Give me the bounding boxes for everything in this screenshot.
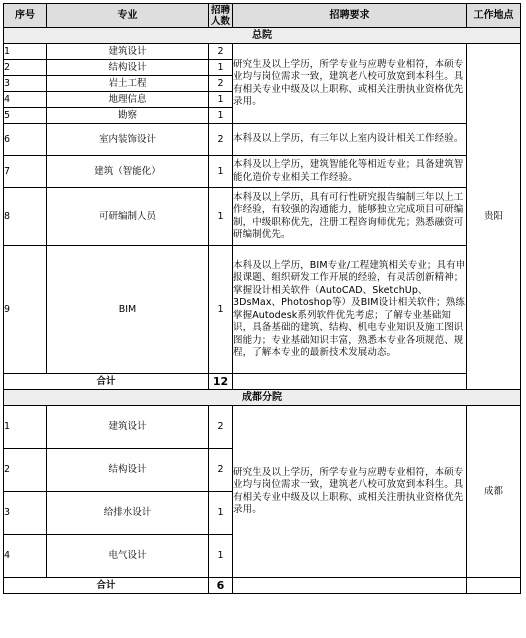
- requirements-cell: 本科及以上学历，具有可行性研究报告编制三年以上工作经验，有较强的沟通能力，能够独立完成项目可研编制，中级职称优先，注册工程咨询师优先；熟悉融资可研编制优先。: [233, 188, 467, 246]
- row-number: 1: [4, 406, 47, 449]
- header-requirements: 招聘要求: [233, 4, 467, 28]
- row-major: 地理信息: [47, 92, 209, 108]
- section-row: [4, 28, 521, 44]
- requirements-cell: 本科及以上学历，建筑智能化等相近专业；具备建筑智能化造价专业相关工作经验。: [233, 156, 467, 188]
- row-count: 2: [209, 76, 233, 92]
- total-label: 合计: [4, 374, 209, 390]
- row-count: 1: [209, 60, 233, 76]
- table-row: [4, 44, 521, 60]
- row-major: 建筑设计: [47, 44, 209, 60]
- section-title: 总院: [4, 28, 521, 44]
- row-major: 岩土工程: [47, 76, 209, 92]
- section-row: [4, 390, 521, 406]
- row-count: 1: [209, 92, 233, 108]
- location-cell: 贵阳: [467, 44, 521, 390]
- row-major: 建筑设计: [47, 406, 209, 449]
- row-major: 结构设计: [47, 60, 209, 76]
- header-count-line1: 招聘: [210, 4, 230, 16]
- row-count: 2: [209, 44, 233, 60]
- header-count: [209, 4, 233, 28]
- row-number: 3: [4, 492, 47, 535]
- recruitment-table-wrapper: [3, 3, 521, 594]
- recruitment-table: [3, 3, 521, 594]
- total-label: 合计: [4, 578, 209, 594]
- location-cell: 成都: [467, 406, 521, 578]
- row-count: 2: [209, 124, 233, 156]
- row-count: 2: [209, 449, 233, 492]
- row-major: 勘察: [47, 108, 209, 124]
- total-empty-cell: [233, 578, 467, 594]
- table-row: [4, 124, 521, 156]
- table-row: [4, 406, 521, 449]
- row-number: 2: [4, 449, 47, 492]
- row-number: 6: [4, 124, 47, 156]
- row-number: 5: [4, 108, 47, 124]
- header-seq: 序号: [4, 4, 47, 28]
- header-major: 专业: [47, 4, 209, 28]
- table-row: [4, 156, 521, 188]
- row-major: 可研编制人员: [47, 188, 209, 246]
- header-row: [4, 4, 521, 28]
- total-count: 12: [209, 374, 233, 390]
- requirements-cell: 研究生及以上学历，所学专业与应聘专业相符，本硕专业均与岗位需求一致，建筑老八校可放宽到本科生。具有相关专业中级及以上职称、或相关注册执业资格优先录用。: [233, 406, 467, 578]
- header-location: 工作地点: [467, 4, 521, 28]
- row-number: 1: [4, 44, 47, 60]
- section-title: 成都分院: [4, 390, 521, 406]
- requirements-cell: 本科及以上学历，有三年以上室内设计相关工作经验。: [233, 124, 467, 156]
- row-count: 1: [209, 535, 233, 578]
- row-count: 1: [209, 156, 233, 188]
- row-count: 1: [209, 492, 233, 535]
- row-major: 给排水设计: [47, 492, 209, 535]
- row-major: 结构设计: [47, 449, 209, 492]
- row-number: 9: [4, 246, 47, 374]
- row-major: 建筑（智能化）: [47, 156, 209, 188]
- row-number: 4: [4, 92, 47, 108]
- total-empty-cell: [467, 578, 521, 594]
- requirements-cell: 研究生及以上学历，所学专业与应聘专业相符，本硕专业均与岗位需求一致，建筑老八校可放宽到本科生。具有相关专业中级及以上职称、或相关注册执业资格优先录用。: [233, 44, 467, 124]
- row-number: 8: [4, 188, 47, 246]
- row-count: 2: [209, 406, 233, 449]
- total-row: [4, 374, 521, 390]
- total-empty-cell: [233, 374, 467, 390]
- row-number: 3: [4, 76, 47, 92]
- table-row: [4, 246, 521, 374]
- row-count: 1: [209, 246, 233, 374]
- row-count: 1: [209, 188, 233, 246]
- requirements-cell: 本科及以上学历，BIM专业/工程建筑相关专业；具有申报课题、组织研发工作开展的经验，有灵活创新精神；掌握设计相关软件（AutoCAD、SketchUp、3DsMax、Photoshop等）及BIM设计相关软件；熟练掌握Autodesk系列软件优先考虑；了解专业基础知识，具备基础的建筑、结构、机电专业知识及施工图识图能力；专业基础知识丰富，熟悉本专业各项规范、规程，了解本专业的最新技术发展动态。: [233, 246, 467, 374]
- table-row: [4, 188, 521, 246]
- header-count-line2: 人数: [210, 15, 230, 27]
- row-count: 1: [209, 108, 233, 124]
- row-number: 4: [4, 535, 47, 578]
- total-row: [4, 578, 521, 594]
- row-major: 电气设计: [47, 535, 209, 578]
- row-major: BIM: [47, 246, 209, 374]
- total-count: 6: [209, 578, 233, 594]
- row-number: 2: [4, 60, 47, 76]
- row-major: 室内装饰设计: [47, 124, 209, 156]
- row-number: 7: [4, 156, 47, 188]
